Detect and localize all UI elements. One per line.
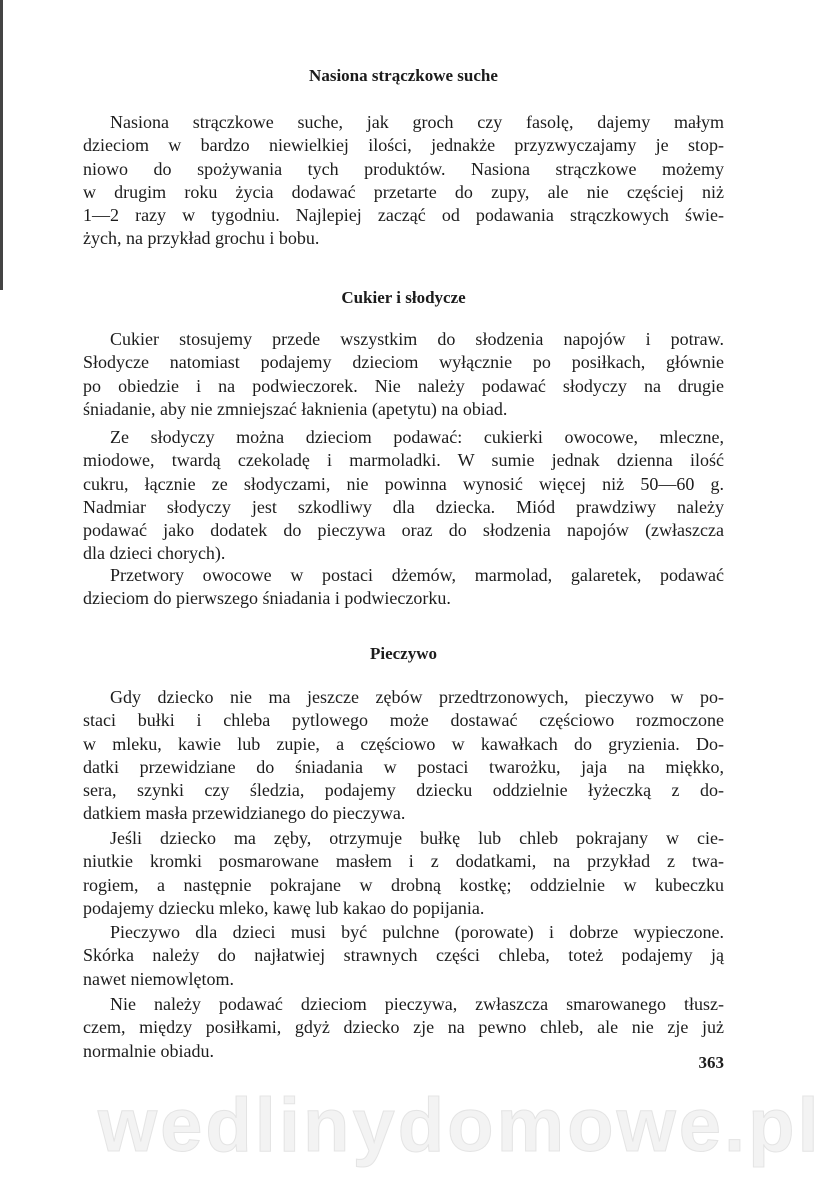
paragraph — [83, 564, 724, 611]
text-line: niowo do spożywania tych produktów. Nasiona strączkowe możemy — [83, 158, 724, 179]
text-line: niutkie kromki posmarowane masłem i z dodatkami, na przykład z twa- — [83, 851, 724, 872]
text-line: normalnie obiadu. — [83, 1040, 214, 1061]
text-line: żych, na przykład grochu i bobu. — [83, 228, 320, 249]
paragraph — [83, 686, 724, 826]
text-line: staci bułki i chleba pytlowego może dostawać częściowo rozmoczone — [83, 710, 724, 731]
section-heading: Cukier i słodycze — [341, 288, 466, 307]
watermark: wedlinydomowe.pl — [98, 1083, 822, 1168]
text-line: śniadanie, aby nie zmniejszać łaknienia (apetytu) na obiad. — [83, 398, 508, 419]
text-line: czem, między posiłkami, gdyż dziecko zje na pewno chleb, ale nie zje już — [83, 1017, 724, 1038]
text-line: sera, szynki czy śledzia, podajemy dziecku oddzielnie łyżeczką z do- — [83, 780, 724, 801]
text-line: Nadmiar słodyczy jest szkodliwy dla dziecka. Miód prawdziwy należy — [83, 496, 724, 517]
text-line: rogiem, a następnie pokrajane w drobną kostkę; oddzielnie w kubeczku — [83, 874, 724, 895]
paragraph — [83, 827, 724, 920]
text-line: Pieczywo dla dzieci musi być pulchne (porowate) i dobrze wypieczone. — [110, 922, 724, 942]
text-line: nawet niemowlętom. — [83, 968, 234, 989]
text-line: 1—2 razy w tygodniu. Najlepiej zacząć od podawania strączkowych świe- — [83, 205, 724, 226]
paragraph — [83, 111, 724, 251]
text-line: podajemy dziecku mleko, kawę lub kakao do popijania. — [83, 897, 485, 918]
section-heading: Nasiona strączkowe suche — [309, 66, 498, 85]
section-heading: Pieczywo — [369, 644, 438, 663]
text-line: dzieciom do pierwszego śniadania i podwieczorku. — [83, 588, 451, 609]
text-line: Jeśli dziecko ma zęby, otrzymuje bułkę lub chleb pokrajany w cie- — [110, 828, 724, 848]
paragraph — [83, 993, 724, 1063]
text-line: podawać jako dodatek do pieczywa oraz do słodzenia napojów (zwłaszcza — [83, 520, 724, 541]
text-line: w mleku, kawie lub zupie, a częściowo w kawałkach do gryzienia. Do- — [83, 733, 724, 754]
paragraph — [83, 426, 724, 566]
text-line: Przetwory owocowe w postaci dżemów, marmolad, galaretek, podawać — [110, 565, 724, 585]
text-line: Skórka należy do najłatwiej strawnych części chleba, toteż podajemy ją — [83, 945, 724, 966]
text-line: Ze słodyczy można dzieciom podawać: cukierki owocowe, mleczne, — [110, 427, 724, 447]
text-line: dzieciom w bardzo niewielkiej ilości, jednakże przyzwyczajamy je stop- — [83, 135, 724, 156]
paragraph — [83, 328, 724, 421]
text-line: po obiedzie i na podwieczorek. Nie należy podawać słodyczy na drugie — [83, 375, 724, 396]
page-number: 363 — [698, 1053, 724, 1072]
text-line: w drugim roku życia dodawać przetarte do zupy, ale nie częściej niż — [83, 181, 724, 202]
text-line: cukru, łącznie ze słodyczami, nie powinna wynosić więcej niż 50—60 g. — [83, 473, 724, 494]
text-line: miodowe, twardą czekoladę i marmoladki. W sumie jednak dzienna ilość — [83, 450, 724, 471]
text-line: datki przewidziane do śniadania w postaci twarożku, jaja na miękko, — [83, 756, 724, 777]
text-line: dla dzieci chorych). — [83, 543, 226, 564]
scan-edge — [0, 0, 3, 290]
text-line: Cukier stosujemy przede wszystkim do słodzenia napojów i potraw. — [110, 329, 724, 349]
paragraph — [83, 921, 724, 991]
text-line: Nie należy podawać dzieciom pieczywa, zwłaszcza smarowanego tłusz- — [110, 994, 724, 1014]
text-line: datkiem masła przewidzianego do pieczywa. — [83, 803, 406, 824]
text-line: Gdy dziecko nie ma jeszcze zębów przedtrzonowych, pieczywo w po- — [110, 687, 724, 707]
text-line: Nasiona strączkowe suche, jak groch czy fasolę, dajemy małym — [110, 112, 724, 132]
text-line: Słodycze natomiast podajemy dzieciom wyłącznie po posiłkach, głównie — [83, 352, 724, 373]
